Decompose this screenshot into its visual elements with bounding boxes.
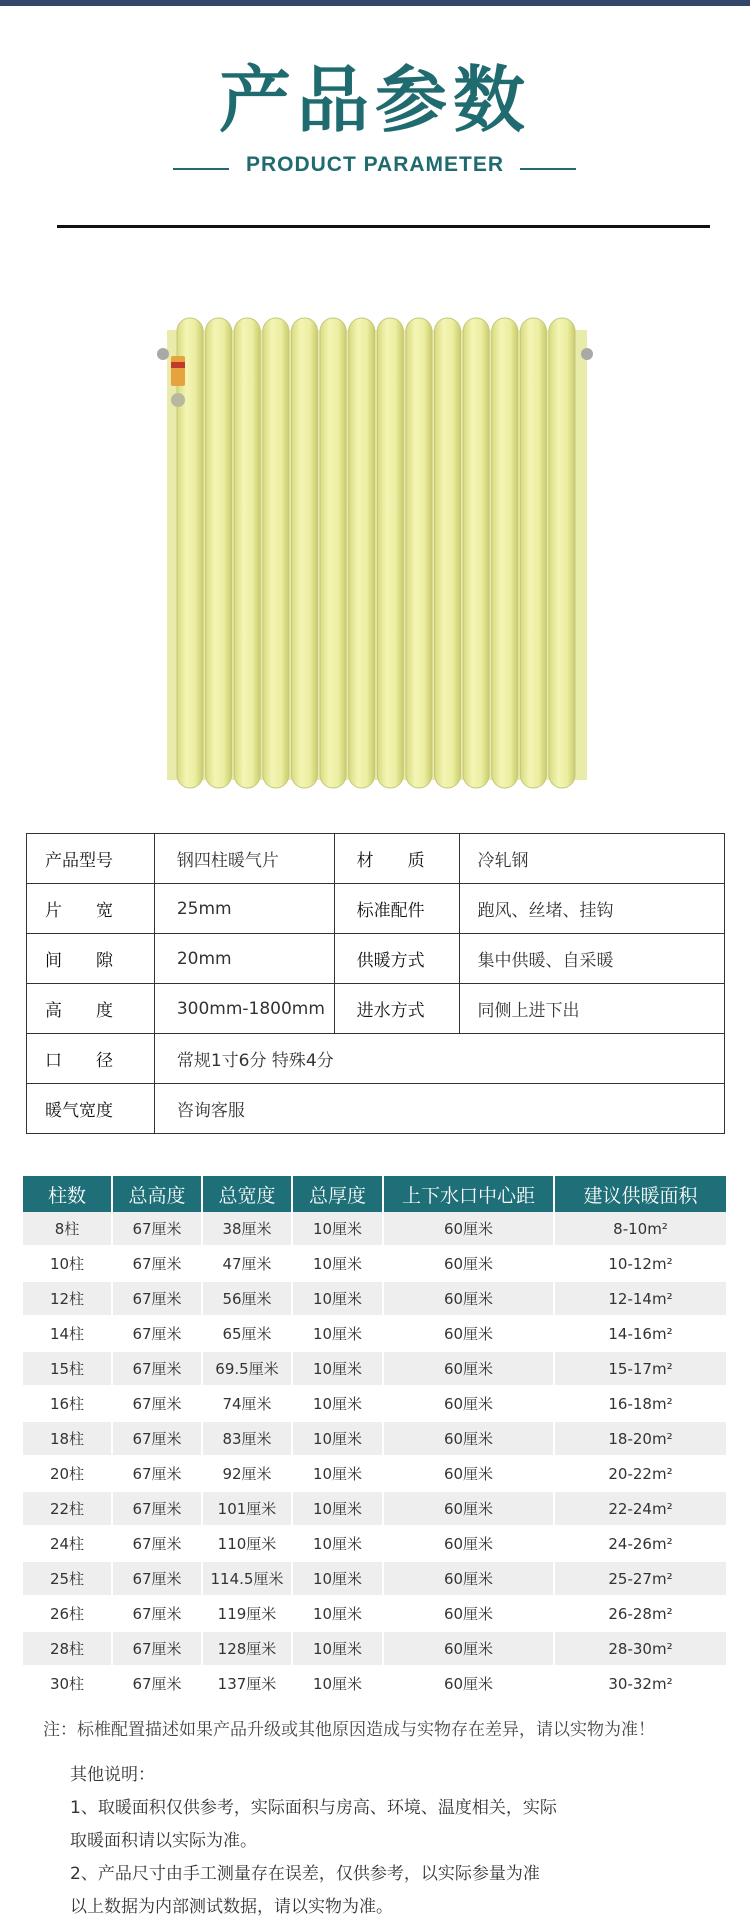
param-label: 间 隙: [27, 934, 155, 984]
radiator-column: [492, 318, 518, 788]
spec-cell: 10厘米: [292, 1421, 383, 1456]
spec-cell: 10厘米: [292, 1281, 383, 1316]
spec-row: [23, 1281, 726, 1316]
param-value: 咨询客服: [154, 1084, 724, 1134]
spec-cell: 110厘米: [202, 1526, 292, 1561]
spec-row: [23, 1561, 726, 1596]
spec-cell: 26柱: [23, 1596, 112, 1631]
spec-row: [23, 1631, 726, 1666]
spec-cell: 22-24m²: [554, 1491, 726, 1526]
spec-cell: 16柱: [23, 1386, 112, 1421]
spec-row: [23, 1212, 726, 1246]
param-label: 暖气宽度: [27, 1084, 155, 1134]
spec-row: [23, 1246, 726, 1281]
param-value: 25mm: [154, 884, 334, 934]
spec-cell: 60厘米: [383, 1246, 554, 1281]
spec-cell: 128厘米: [202, 1631, 292, 1666]
subtitle-row: [0, 150, 750, 186]
radiator-column: [291, 318, 317, 788]
spec-cell: 67厘米: [112, 1561, 202, 1596]
spec-cell: 67厘米: [112, 1631, 202, 1666]
radiator-column: [406, 318, 432, 788]
spec-header-cell: 上下水口中心距: [383, 1176, 554, 1212]
other-note-line: 以上数据为内部测试数据，请以实物为准。: [70, 1897, 393, 1917]
spec-cell: 101厘米: [202, 1491, 292, 1526]
spec-cell: 8柱: [23, 1212, 112, 1246]
spec-cell: 30柱: [23, 1666, 112, 1701]
spec-cell: 67厘米: [112, 1281, 202, 1316]
subtitle-divider-right: [520, 168, 576, 170]
spec-cell: 60厘米: [383, 1316, 554, 1351]
spec-cell: 83厘米: [202, 1421, 292, 1456]
header-divider: [57, 225, 710, 228]
spec-header-cell: 总高度: [112, 1176, 202, 1212]
param-value: 常规1寸6分 特殊4分: [154, 1034, 724, 1084]
spec-cell: 12-14m²: [554, 1281, 726, 1316]
spec-cell: 24柱: [23, 1526, 112, 1561]
spec-cell: 67厘米: [112, 1596, 202, 1631]
spec-cell: 119厘米: [202, 1596, 292, 1631]
spec-row: [23, 1421, 726, 1456]
spec-cell: 60厘米: [383, 1421, 554, 1456]
spec-cell: 15柱: [23, 1351, 112, 1386]
param-value: 冷轧钢: [459, 834, 725, 884]
radiator-product-photo: [155, 312, 595, 792]
param-row: [27, 1034, 725, 1084]
param-label: 口 径: [27, 1034, 155, 1084]
param-label: 材 质: [334, 834, 459, 884]
spec-cell: 67厘米: [112, 1456, 202, 1491]
spec-cell: 12柱: [23, 1281, 112, 1316]
spec-header-cell: 总厚度: [292, 1176, 383, 1212]
spec-cell: 14-16m²: [554, 1316, 726, 1351]
spec-cell: 26-28m²: [554, 1596, 726, 1631]
param-value: 20mm: [154, 934, 334, 984]
param-label: 产品型号: [27, 834, 155, 884]
page-subtitle: PRODUCT PARAMETER: [245, 153, 505, 176]
param-row: [27, 984, 725, 1034]
spec-cell: 28柱: [23, 1631, 112, 1666]
spec-cell: 20-22m²: [554, 1456, 726, 1491]
param-label: 标准配件: [334, 884, 459, 934]
product-parameter-table: [26, 833, 725, 1134]
spec-cell: 22柱: [23, 1491, 112, 1526]
spec-cell: 10厘米: [292, 1526, 383, 1561]
spec-cell: 47厘米: [202, 1246, 292, 1281]
spec-cell: 60厘米: [383, 1212, 554, 1246]
spec-cell: 56厘米: [202, 1281, 292, 1316]
spec-cell: 60厘米: [383, 1631, 554, 1666]
spec-cell: 60厘米: [383, 1386, 554, 1421]
spec-cell: 65厘米: [202, 1316, 292, 1351]
spec-cell: 10厘米: [292, 1561, 383, 1596]
other-note-line: 取暖面积请以实际为准。: [70, 1831, 257, 1851]
param-label: 供暖方式: [334, 934, 459, 984]
param-row: [27, 1084, 725, 1134]
spec-cell: 67厘米: [112, 1316, 202, 1351]
spec-cell: 25-27m²: [554, 1561, 726, 1596]
spec-cell: 60厘米: [383, 1351, 554, 1386]
radiator-column: [320, 318, 346, 788]
spec-cell: 67厘米: [112, 1491, 202, 1526]
spec-cell: 10柱: [23, 1246, 112, 1281]
spec-row: [23, 1351, 726, 1386]
spec-cell: 67厘米: [112, 1351, 202, 1386]
spec-cell: 10厘米: [292, 1316, 383, 1351]
spec-cell: 25柱: [23, 1561, 112, 1596]
param-row: [27, 934, 725, 984]
spec-cell: 60厘米: [383, 1596, 554, 1631]
spec-cell: 60厘米: [383, 1666, 554, 1701]
spec-cell: 10厘米: [292, 1351, 383, 1386]
radiator-column: [549, 318, 575, 788]
spec-cell: 16-18m²: [554, 1386, 726, 1421]
param-value: 同侧上进下出: [459, 984, 725, 1034]
spec-cell: 69.5厘米: [202, 1351, 292, 1386]
spec-cell: 10厘米: [292, 1456, 383, 1491]
spec-cell: 60厘米: [383, 1281, 554, 1316]
spec-row: [23, 1386, 726, 1421]
param-value: 集中供暖、自采暖: [459, 934, 725, 984]
other-notes-heading: 其他说明：: [70, 1765, 155, 1785]
radiator-column: [234, 318, 260, 788]
spec-cell: 30-32m²: [554, 1666, 726, 1701]
spec-row: [23, 1526, 726, 1561]
param-value: 300mm-1800mm: [154, 984, 334, 1034]
spec-cell: 67厘米: [112, 1421, 202, 1456]
spec-cell: 10厘米: [292, 1596, 383, 1631]
param-label: 片 宽: [27, 884, 155, 934]
spec-cell: 28-30m²: [554, 1631, 726, 1666]
radiator-column: [435, 318, 461, 788]
spec-cell: 67厘米: [112, 1386, 202, 1421]
param-value: 跑风、丝堵、挂钩: [459, 884, 725, 934]
spec-cell: 10厘米: [292, 1212, 383, 1246]
radiator-column: [263, 318, 289, 788]
spec-cell: 18-20m²: [554, 1421, 726, 1456]
spec-cell: 60厘米: [383, 1456, 554, 1491]
radiator-column: [377, 318, 403, 788]
page-title: 产品参数: [218, 58, 531, 142]
spec-cell: 114.5厘米: [202, 1561, 292, 1596]
spec-cell: 15-17m²: [554, 1351, 726, 1386]
spec-row: [23, 1596, 726, 1631]
radiator-column: [177, 318, 203, 788]
param-row: [27, 834, 725, 884]
spec-cell: 67厘米: [112, 1246, 202, 1281]
spec-cell: 38厘米: [202, 1212, 292, 1246]
spec-cell: 18柱: [23, 1421, 112, 1456]
radiator-column: [349, 318, 375, 788]
subtitle-divider-left: [173, 168, 229, 170]
spec-cell: 10厘米: [292, 1491, 383, 1526]
spec-cell: 20柱: [23, 1456, 112, 1491]
spec-cell: 74厘米: [202, 1386, 292, 1421]
top-accent-bar: [0, 0, 750, 6]
spec-cell: 10厘米: [292, 1666, 383, 1701]
spec-row: [23, 1491, 726, 1526]
other-note-line: 2、产品尺寸由手工测量存在误差，仅供参考，以实际参量为准: [70, 1864, 540, 1884]
spec-header-cell: 总宽度: [202, 1176, 292, 1212]
spec-cell: 67厘米: [112, 1526, 202, 1561]
radiator-column: [463, 318, 489, 788]
spec-cell: 10厘米: [292, 1386, 383, 1421]
other-note-line: 1、取暖面积仅供参考，实际面积与房高、环境、温度相关，实际: [70, 1798, 557, 1818]
spec-cell: 10厘米: [292, 1246, 383, 1281]
spec-cell: 60厘米: [383, 1526, 554, 1561]
spec-header-cell: 建议供暖面积: [554, 1176, 726, 1212]
spec-cell: 137厘米: [202, 1666, 292, 1701]
radiator-column: [520, 318, 546, 788]
spec-cell: 10厘米: [292, 1631, 383, 1666]
spec-cell: 24-26m²: [554, 1526, 726, 1561]
spec-cell: 10-12m²: [554, 1246, 726, 1281]
spec-cell: 60厘米: [383, 1491, 554, 1526]
disclaimer-note: 注：标椎配置描述如果产品升级或其他原因造成与实物存在差异，请以实物为准！: [43, 1720, 655, 1740]
param-label: 进水方式: [334, 984, 459, 1034]
spec-row: [23, 1456, 726, 1491]
spec-cell: 67厘米: [112, 1666, 202, 1701]
spec-header-cell: 柱数: [23, 1176, 112, 1212]
spec-row: [23, 1316, 726, 1351]
param-label: 高 度: [27, 984, 155, 1034]
param-row: [27, 884, 725, 934]
spec-row: [23, 1666, 726, 1701]
spec-cell: 92厘米: [202, 1456, 292, 1491]
spec-cell: 67厘米: [112, 1212, 202, 1246]
spec-cell: 8-10m²: [554, 1212, 726, 1246]
param-value: 钢四柱暖气片: [154, 834, 334, 884]
radiator-column: [206, 318, 232, 788]
spec-table: [23, 1176, 726, 1702]
spec-cell: 14柱: [23, 1316, 112, 1351]
spec-cell: 60厘米: [383, 1561, 554, 1596]
spec-header-row: [23, 1176, 726, 1212]
